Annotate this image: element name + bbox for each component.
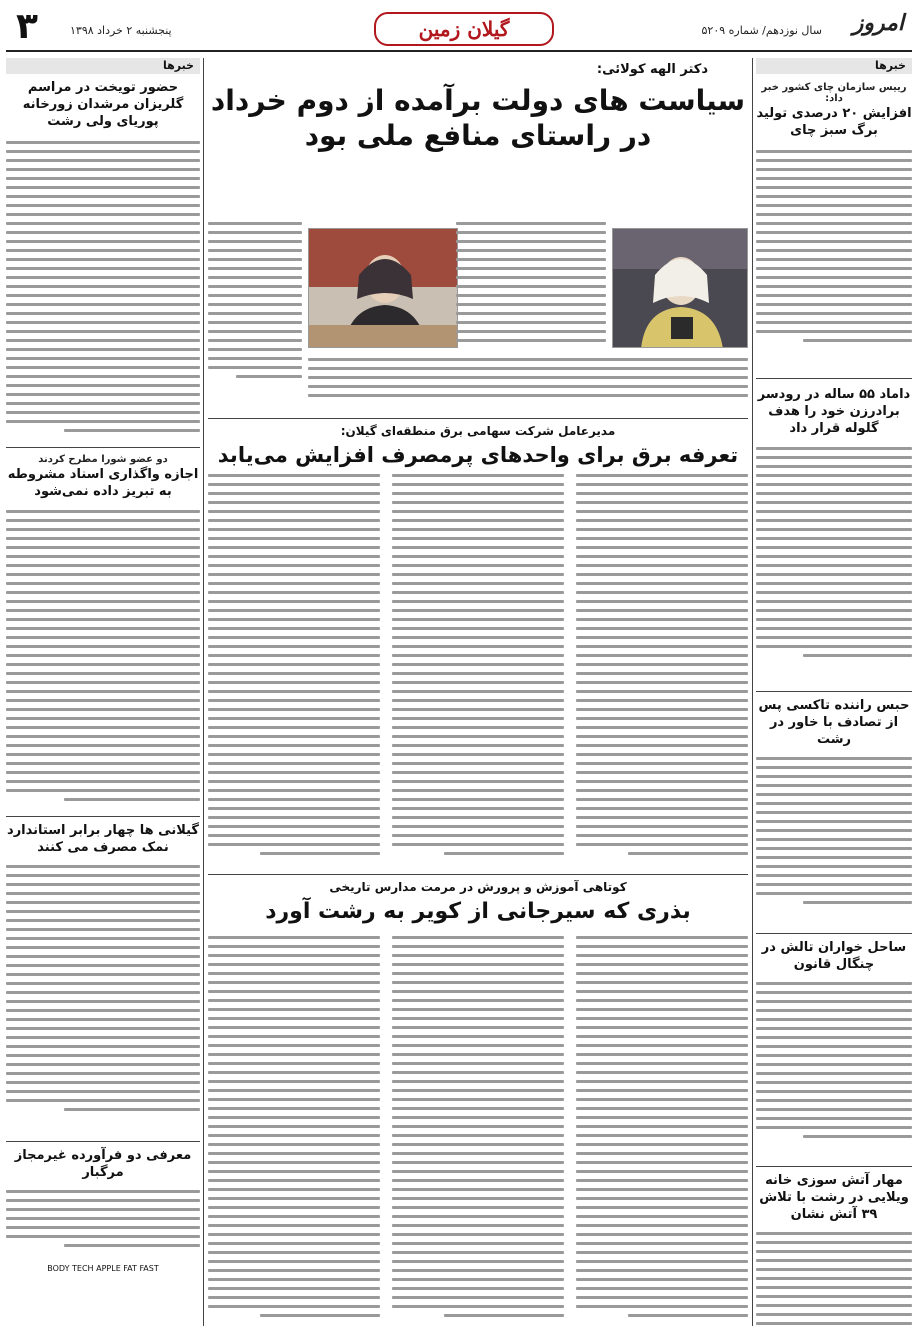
heritage-body-col3 [208,936,380,1324]
column-rule-right [752,58,753,1326]
section-title: گیلان زمین [374,12,554,46]
tariff-body-col1 [576,474,748,866]
issue-date: پنجشنبه ۲ خرداد ۱۳۹۸ [70,24,172,37]
left-story4-title: معرفی دو فرآورده غیرمجاز مرگبار [14,1148,192,1181]
right-news-column [756,58,912,1326]
right-story5-body [756,1232,912,1329]
left-column-label: خبرها [6,58,200,74]
right-story4-title: ساحل خواران تالش در چنگال قانون [761,940,907,973]
right-story5-title: مهار آتش سوزی خانه ویلایی در رشت با تلاش ۳۹ آتش نشان [759,1172,909,1222]
speaker-photo-1 [612,228,748,348]
divider-lead [208,418,748,419]
right-story2-title: داماد ۵۵ ساله در رودسر برادرزن خود را هدف گلوله قرار داد [757,386,911,436]
left-story2-kicker: دو عضو شورا مطرح کردند [38,453,168,465]
left-story3-body [6,865,200,1135]
left-news-column [6,58,200,1326]
lead-title-line1: سیاست های دولت برآمده از دوم خرداد [210,84,746,117]
speaker-photo-2 [308,228,458,348]
left-story4-tail: BODY TECH APPLE FAT FAST [47,1264,159,1274]
divider-tariff [208,874,748,875]
right-story3-title: حبس راننده تاکسی پس از تصادف با خاور در رشت [758,698,910,748]
heritage-title: بذری که سیرجانی از کویر به رشت آورد [265,899,691,924]
column-rule-left [203,58,204,1326]
tariff-body-col3 [208,474,380,866]
left-story3-title: گیلانی ها چهار برابر استاندارد نمک مصرف می کنند [7,823,199,856]
left-story2-body [6,510,200,810]
right-column-label: خبرها [756,58,912,74]
lead-kicker: دکتر الهه کولائی: [596,62,708,77]
lead-body-bottom [308,358,748,408]
heritage-body-col1 [576,936,748,1324]
lead-body-col-right [456,222,606,354]
right-story1-title: افزایش ۲۰ درصدی تولید برگ سبز چای [756,106,912,138]
masthead [6,6,912,52]
tariff-kicker: مدیرعامل شرکت سهامی برق منطقه‌ای گیلان: [340,424,616,438]
right-story4-body [756,982,912,1160]
right-story3-body [756,757,912,927]
issue-number: سال نوزدهم/ شماره ۵۲۰۹ [701,24,822,37]
left-story2-title: اجازه واگذاری اسناد مشروطه به تبریز داده نمی‌شود [7,466,199,499]
left-story4-body [6,1190,200,1262]
heritage-body-col2 [392,936,564,1324]
tariff-story [208,424,748,870]
left-story1-body [6,141,200,441]
lead-body-col-left [208,222,302,402]
page-number: ۳ [16,6,38,47]
newspaper-logo: امروز [852,10,904,36]
lead-title-line2: در راستای منافع ملی بود [304,119,652,152]
tariff-title: تعرفه برق برای واحدهای پرمصرف افزایش می‌یابد [217,443,739,467]
lead-story [208,62,748,414]
tariff-body-col2 [392,474,564,866]
right-story2-body [756,447,912,685]
right-story1-kicker: رییس سازمان چای کشور خبر داد: [761,82,907,104]
right-story1-body [756,150,912,370]
heritage-story [208,880,748,1326]
left-story1-title: حضور تویخت در مراسم گلریزان مرشدان زورخانه پوریای ولی رشت [22,80,184,129]
heritage-kicker: کوتاهی آموزش و پرورش در مرمت مدارس تاریخی [329,880,627,894]
